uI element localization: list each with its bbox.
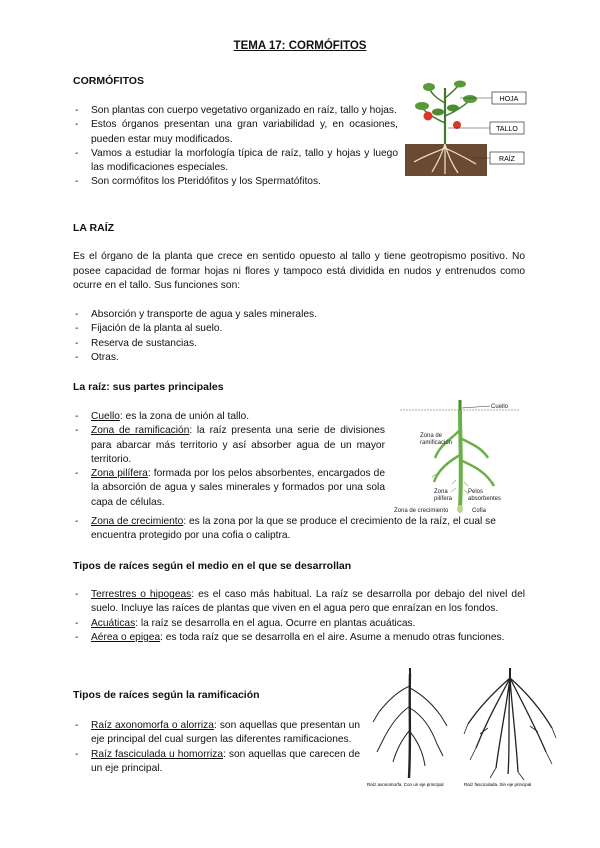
list-item: - Absorción y transporte de agua y sales minerales. — [73, 308, 525, 322]
label-raiz: RAÍZ — [499, 156, 515, 163]
list-item: - Aérea o epigea: es toda raíz que se desarrolla en el aire. Asume a menudo otras funciones. — [73, 631, 525, 645]
raiz-heading: LA RAÍZ — [73, 222, 115, 234]
ramificacion-heading: Tipos de raíces según la ramificación — [73, 689, 260, 701]
list-item: - Terrestres o hipogeas: es el caso más habitual. La raíz se desarrolla por debajo del nivel del suelo. Incluye las raíces de plantas que viven en el agua pero que enraízan en los fondos. — [73, 588, 525, 617]
plant-diagram — [402, 78, 530, 178]
label-hoja: HOJA — [499, 96, 519, 103]
label-pelos-2: absorbentes — [468, 496, 502, 502]
label-zona-crecimiento: Zona de crecimiento — [394, 508, 449, 514]
list-item: - Estos órganos presentan una gran variabilidad y, en ocasiones, pueden estar muy modificados. — [73, 118, 398, 147]
raiz-paragraph: Es el órgano de la planta que crece en sentido opuesto al tallo y tiene geotropismo positivo. No posee capacidad de formar hojas ni flores y tampoco está dividida en nudos y entrenudos como ocurre en el tallo. Sus funciones son: — [73, 251, 525, 291]
list-item: - Cuello: es la zona de unión al tallo. — [73, 410, 385, 424]
list-item: - Son cormófitos los Pteridófitos y los Spermatófitos. — [73, 175, 398, 189]
list-item: - Zona de ramificación: la raíz presenta una serie de divisiones para abarcar más territorio y así absorber agua de un mayor territorio. — [73, 424, 385, 467]
caption-fasciculada: Raíz fasciculada. Sin eje principal — [464, 782, 532, 787]
partes-list-wide — [73, 515, 525, 544]
medio-heading: Tipos de raíces según el medio en el que se desarrollan — [73, 560, 352, 572]
list-item: - Zona pilífera: formada por los pelos absorbentes, encargados de la absorción de agua y sales minerales y formados por una sola capa de células. — [73, 467, 385, 510]
fibrous-root-illustration — [460, 668, 560, 792]
raiz-functions-list — [73, 308, 525, 365]
list-item: - Raíz axonomorfa o alorriza: son aquellas que presentan un eje principal del cual surgen las diferentes ramificaciones. — [73, 719, 360, 748]
list-item: - Reserva de sustancias. — [73, 337, 525, 351]
list-item: - Acuáticas: la raíz se desarrolla en el agua. Ocurre en plantas acuáticas. — [73, 617, 525, 631]
label-zona-pilifera-2: pilífera — [434, 496, 453, 502]
label-tallo: TALLO — [496, 126, 518, 133]
list-item: - Otras. — [73, 351, 525, 365]
label-cuello: Cuello — [491, 404, 509, 410]
partes-heading: La raíz: sus partes principales — [73, 381, 224, 393]
list-item: - Raíz fasciculada u homorriza: son aquellas que carecen de un eje principal. — [73, 748, 360, 777]
label-zona-pilifera-1: Zona — [434, 489, 448, 495]
cormofitos-list — [73, 104, 398, 190]
list-item: - Zona de crecimiento: es la zona por la que se produce el crecimiento de la raíz, el cual se encuentra protegido por una cofia o caliptra. — [73, 515, 525, 544]
ramificacion-list — [73, 719, 360, 776]
page-title: TEMA 17: CORMÓFITOS — [233, 40, 367, 52]
caption-axonomorfa: Raíz axonomorfa. Con un eje principal — [367, 782, 444, 787]
taproot-illustration — [365, 668, 455, 792]
label-zona-ramificacion-1: Zona de — [420, 433, 443, 439]
cormofitos-heading: CORMÓFITOS — [73, 75, 144, 87]
list-item: - Vamos a estudiar la morfología típica de raíz, tallo y hojas y luego las modificaciones especiales. — [73, 147, 398, 176]
label-zona-ramificacion-2: ramificación — [420, 440, 453, 446]
list-item: - Son plantas con cuerpo vegetativo organizado en raíz, tallo y hojas. — [73, 104, 398, 118]
root-parts-diagram — [390, 400, 526, 515]
partes-list — [73, 410, 385, 510]
list-item: - Fijación de la planta al suelo. — [73, 322, 525, 336]
label-cofia: Cofia — [472, 508, 487, 514]
label-pelos-1: Pelos — [468, 489, 484, 495]
medio-list — [73, 588, 525, 645]
